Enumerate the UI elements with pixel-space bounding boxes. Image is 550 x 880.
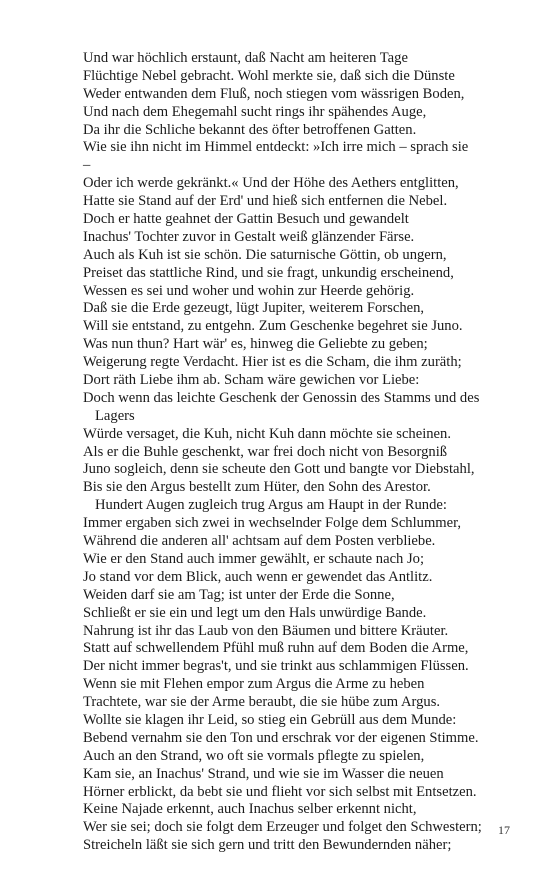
poem-line: Der nicht immer begras't, und sie trinkt aus schlammigen Flüssen.	[83, 658, 469, 675]
poem-line: Weigerung regte Verdacht. Hier ist es die Scham, die ihm zuräth;	[83, 354, 462, 371]
poem-line: Und war höchlich erstaunt, daß Nacht am heiteren Tage	[83, 50, 408, 66]
poem-line: Nahrung ist ihr das Laub von den Bäumen und bittere Kräuter.	[83, 622, 449, 639]
poem-line: Kam sie, an Inachus' Strand, und wie sie im Wasser die neuen	[83, 765, 444, 782]
poem-line: Wenn sie mit Flehen empor zum Argus die Arme zu heben	[83, 676, 425, 693]
poem-line: Hundert Augen zugleich trug Argus am Haupt in der Runde:	[95, 497, 447, 514]
poem-line: Weder entwanden dem Fluß, noch stiegen vom wässrigen Boden,	[83, 85, 465, 102]
poem-line: Trachtete, war sie der Arme beraubt, die sie hübe zum Argus.	[83, 694, 441, 711]
poem-line: Preiset das stattliche Rind, und sie fragt, unkundig erscheinend,	[83, 264, 454, 281]
poem-line: Wessen es sei und woher und wohin zur Heerde gehörig.	[83, 282, 415, 299]
poem-text	[83, 50, 513, 855]
poem-line: Flüchtige Nebel gebracht. Wohl merkte sie, daß sich die Dünste	[83, 67, 455, 84]
poem-line: Und nach dem Ehegemahl sucht rings ihr spähendes Auge,	[83, 103, 427, 120]
poem-line: Bis sie den Argus bestellt zum Hüter, den Sohn des Arestor.	[83, 479, 431, 496]
poem-line: Hatte sie Stand auf der Erd' und hieß sich entfernen die Nebel.	[83, 193, 448, 210]
poem-line: Doch wenn das leichte Geschenk der Genossin des Stamms und des	[83, 389, 480, 406]
poem-line: Auch als Kuh ist sie schön. Die saturnische Göttin, ob ungern,	[83, 246, 447, 263]
poem-line: Doch er hatte geahnet der Gattin Besuch und gewandelt	[83, 211, 409, 228]
poem-line: Wer sie sei; doch sie folgt dem Erzeuger und folget den Schwestern;	[83, 819, 482, 836]
poem-line: –	[83, 157, 91, 174]
poem-line: Während die anderen all' achtsam auf dem Posten verbliebe.	[83, 533, 436, 550]
page-number: 17	[498, 823, 510, 837]
poem-line: Bebend vernahm sie den Ton und erschrak vor der eigenen Stimme.	[83, 729, 479, 746]
poem-line: Dort räth Liebe ihm ab. Scham wäre gewichen vor Liebe:	[83, 372, 420, 389]
poem-line: Als er die Buhle geschenkt, war frei doch nicht von Besorgniß	[83, 443, 448, 460]
poem-line: Immer ergaben sich zwei in wechselnder Folge dem Schlummer,	[83, 515, 462, 532]
poem-line: Inachus' Tochter zuvor in Gestalt weiß glänzender Färse.	[83, 228, 415, 245]
poem-line: Da ihr die Schliche bekannt des öfter betroffenen Gatten.	[83, 121, 417, 138]
poem-line: Juno sogleich, denn sie scheute den Gott und bangte vor Diebstahl,	[83, 461, 475, 478]
poem-line: Würde versaget, die Kuh, nicht Kuh dann möchte sie scheinen.	[83, 425, 451, 442]
poem-line: Keine Najade erkennt, auch Inachus selber erkennt nicht,	[83, 801, 417, 818]
poem-line: Daß sie die Erde gezeugt, lügt Jupiter, weiterem Forschen,	[83, 300, 425, 317]
poem-line: Wie sie ihn nicht im Himmel entdeckt: »Ich irre mich – sprach sie	[83, 139, 469, 156]
poem-line: Hörner erblickt, da bebt sie und flieht vor sich selbst mit Entsetzen.	[83, 783, 477, 800]
poem-line: Was nun thun? Hart wär' es, hinweg die Geliebte zu geben;	[83, 336, 428, 353]
poem-line: Statt auf schwellendem Pfühl muß ruhn auf dem Boden die Arme,	[83, 640, 469, 657]
poem-line: Auch an den Strand, wo oft sie vormals pflegte zu spielen,	[83, 747, 425, 764]
poem-line: Will sie entstand, zu entgehn. Zum Geschenke begehret sie Juno.	[83, 318, 463, 335]
poem-line: Lagers	[95, 407, 135, 424]
poem-line: Wie er den Stand auch immer gewählt, er schaute nach Jo;	[83, 550, 425, 567]
poem-line: Streicheln läßt sie sich gern und tritt den Bewundernden näher;	[83, 837, 452, 854]
poem-line: Weiden darf sie am Tag; ist unter der Erde die Sonne,	[83, 586, 395, 603]
poem-line: Jo stand vor dem Blick, auch wenn er gewendet das Antlitz.	[83, 568, 433, 585]
poem-line: Schließt er sie ein und legt um den Hals unwürdige Bande.	[83, 604, 427, 621]
poem-line: Wollte sie klagen ihr Leid, so stieg ein Gebrüll aus dem Munde:	[83, 711, 457, 728]
poem-line: Oder ich werde gekränkt.« Und der Höhe des Aethers entglitten,	[83, 175, 459, 192]
